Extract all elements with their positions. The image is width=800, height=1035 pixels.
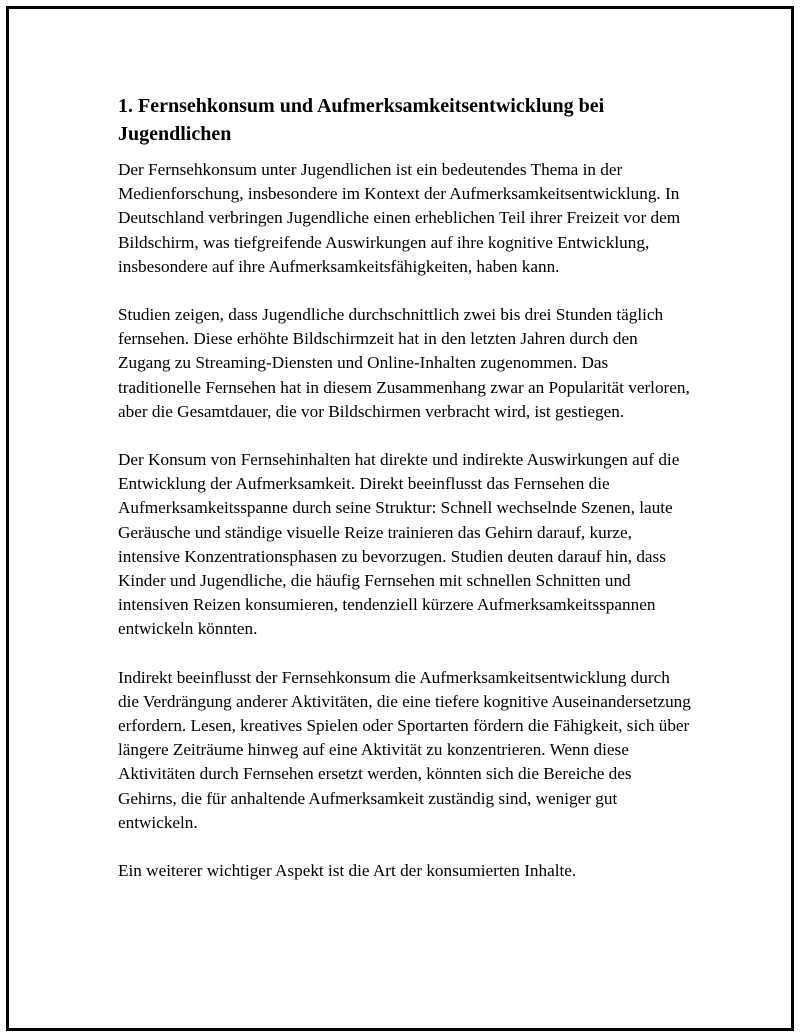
paragraph-1: Der Fernsehkonsum unter Jugendlichen ist ein bedeutendes Thema in der Medienforschung, insbesondere im Kontext der Aufmerksamkeitsentwicklung. In Deutschland verbringen Jugendliche einen erheblichen Teil ihrer Freizeit vor dem Bildschirm, was tiefgreifende Auswirkungen auf ihre kognitive Entwicklung, insbesondere auf ihre Aufmerksamkeitsfähigkeiten, haben kann. <box>118 160 681 276</box>
document-body <box>118 92 693 907</box>
paragraph-4: Indirekt beeinflusst der Fernsehkonsum die Aufmerksamkeitsentwicklung durch die Verdrängung anderer Aktivitäten, die eine tiefere kognitive Auseinandersetzung erfordern. Lesen, kreatives Spielen oder Sportarten fördern die Fähigkeit, sich über längere Zeiträume hinweg auf eine Aktivität zu konzentrieren. Wenn diese Aktivitäten durch Fernsehen ersetzt werden, könnten sich die Bereiche des Gehirns, die für anhaltende Aufmerksamkeit zuständig sind, weniger gut entwickeln. <box>118 667 691 832</box>
paragraph-2: Studien zeigen, dass Jugendliche durchschnittlich zwei bis drei Stunden täglich fernsehen. Diese erhöhte Bildschirmzeit hat in den letzten Jahren durch den Zugang zu Streaming-Diensten und Online-Inhalten zugenommen. Das traditionelle Fernsehen hat in diesem Zusammenhang zwar an Popularität verloren, aber die Gesamtdauer, die vor Bildschirmen verbracht wird, ist gestiegen. <box>118 305 690 421</box>
section-heading: 1. Fernsehkonsum und Aufmerksamkeitsentwicklung bei Jugendlichen <box>118 95 605 145</box>
paragraph-5: Ein weiterer wichtiger Aspekt ist die Art der konsumierten Inhalte. <box>118 861 577 881</box>
paragraph-3: Der Konsum von Fernsehinhalten hat direkte und indirekte Auswirkungen auf die Entwicklung der Aufmerksamkeit. Direkt beeinflusst das Fernsehen die Aufmerksamkeitsspanne durch seine Struktur: Schnell wechselnde Szenen, laute Geräusche und ständige visuelle Reize trainieren das Gehirn darauf, kurze, intensive Konzentrationsphasen zu bevorzugen. Studien deuten darauf hin, dass Kinder und Jugendliche, die häufig Fernsehen mit schnellen Schnitten und intensiven Reizen konsumieren, tendenziell kürzere Aufmerksamkeitsspannen entwickeln könnten. <box>118 450 680 639</box>
